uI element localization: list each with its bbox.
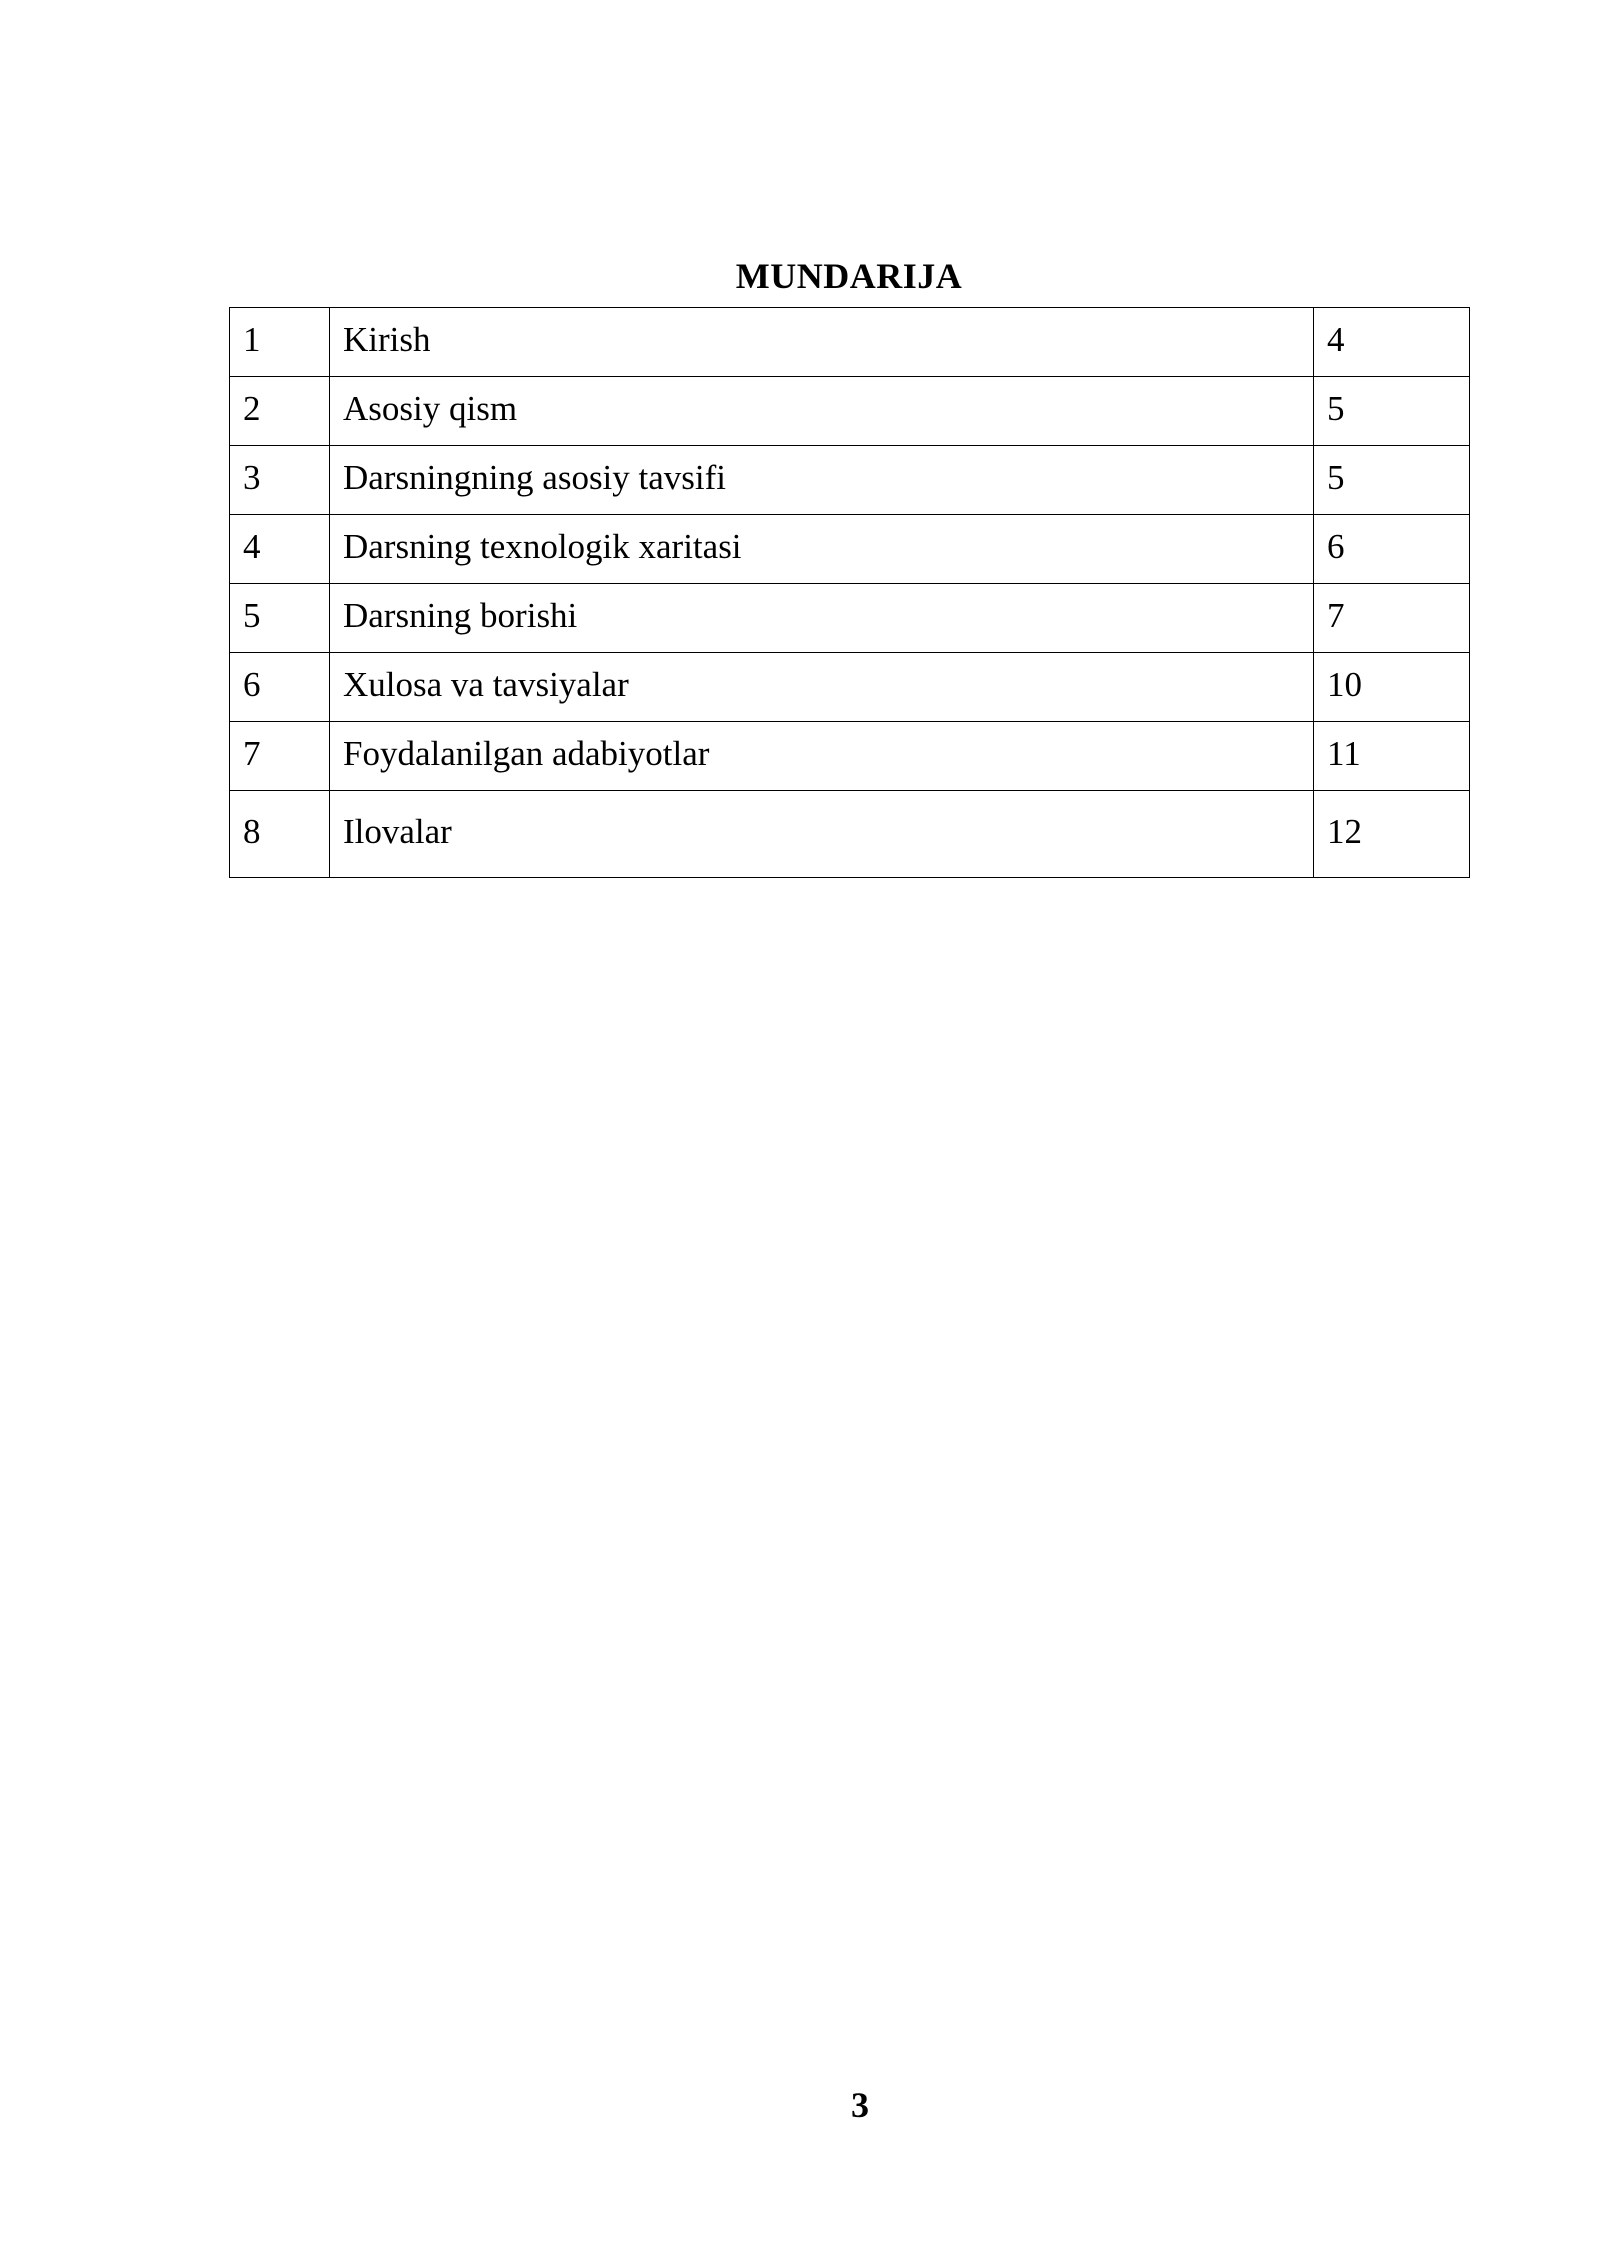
toc-title: Ilovalar: [330, 791, 1314, 878]
toc-title: Foydalanilgan adabiyotlar: [330, 722, 1314, 791]
toc-number: 1: [230, 308, 330, 377]
page-title: MUNDARIJA: [735, 256, 963, 296]
toc-number: 6: [230, 653, 330, 722]
toc-number: 8: [230, 791, 330, 878]
toc-page: 6: [1314, 515, 1470, 584]
table-row: [230, 446, 1470, 515]
toc-title: Kirish: [330, 308, 1314, 377]
toc-number: 2: [230, 377, 330, 446]
toc-page: 11: [1314, 722, 1470, 791]
table-row: [230, 653, 1470, 722]
table-row: [230, 377, 1470, 446]
toc-number: 7: [230, 722, 330, 791]
toc-title: Darsning borishi: [330, 584, 1314, 653]
table-of-contents: [229, 307, 1470, 878]
toc-number: 5: [230, 584, 330, 653]
page-number: 3: [851, 2085, 869, 2125]
table-row: [230, 308, 1470, 377]
table-row: [230, 515, 1470, 584]
toc-page: 5: [1314, 446, 1470, 515]
toc-page: 4: [1314, 308, 1470, 377]
toc-page: 7: [1314, 584, 1470, 653]
toc-title: Darsningning asosiy tavsifi: [330, 446, 1314, 515]
toc-title: Xulosa va tavsiyalar: [330, 653, 1314, 722]
toc-number: 4: [230, 515, 330, 584]
table-row: [230, 791, 1470, 878]
toc-number: 3: [230, 446, 330, 515]
table-row: [230, 584, 1470, 653]
toc-page: 5: [1314, 377, 1470, 446]
toc-page: 10: [1314, 653, 1470, 722]
toc-page: 12: [1314, 791, 1470, 878]
table-row: [230, 722, 1470, 791]
toc-title: Darsning texnologik xaritasi: [330, 515, 1314, 584]
toc-title: Asosiy qism: [330, 377, 1314, 446]
